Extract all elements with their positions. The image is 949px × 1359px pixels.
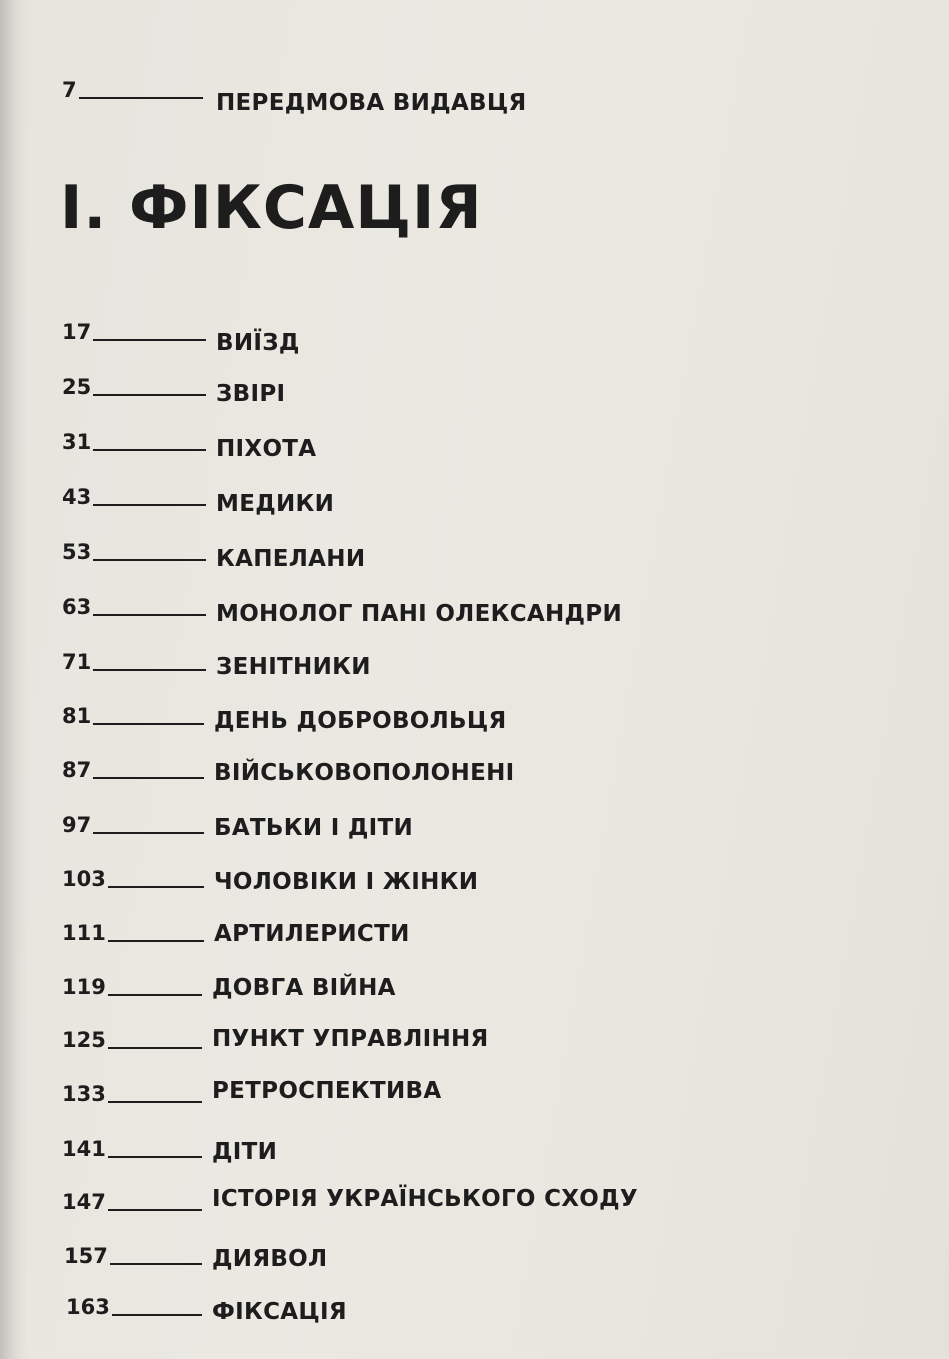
toc-page-number: 103 — [62, 867, 106, 891]
toc-page-number: 133 — [62, 1082, 106, 1106]
toc-page-number: 147 — [62, 1190, 106, 1214]
toc-page-number: 53 — [62, 540, 92, 564]
toc-entry — [62, 760, 204, 781]
toc-page-number: 81 — [62, 704, 92, 728]
toc-page-number: 97 — [62, 813, 92, 837]
toc-leader-line — [93, 669, 206, 671]
toc-entry — [62, 542, 206, 563]
toc-entry — [62, 487, 206, 508]
toc-leader-line — [108, 886, 204, 888]
toc-entry-title: ФІКСАЦІЯ — [212, 1299, 347, 1325]
toc-page-number: 163 — [66, 1295, 110, 1319]
toc-entry-title: БАТЬКИ І ДІТИ — [214, 815, 414, 841]
toc-entry — [62, 377, 206, 398]
toc-entry — [62, 923, 204, 944]
toc-leader-line — [93, 832, 204, 834]
toc-leader-line — [93, 614, 206, 616]
toc-entry — [62, 815, 204, 836]
toc-entry — [62, 1030, 202, 1051]
toc-leader-line — [112, 1314, 202, 1316]
toc-entry — [62, 869, 204, 890]
section-heading: І. ФІКСАЦІЯ — [60, 173, 483, 243]
toc-entry-title: ПІХОТА — [216, 436, 317, 462]
toc-entry-title: МОНОЛОГ ПАНІ ОЛЕКСАНДРИ — [216, 601, 623, 627]
toc-leader-line — [110, 1263, 202, 1265]
toc-leader-line — [93, 559, 206, 561]
toc-entry-preface — [62, 80, 203, 101]
toc-entry — [62, 597, 206, 618]
toc-leader-line — [93, 777, 204, 779]
toc-entry — [62, 977, 202, 998]
toc-entry-title: ПУНКТ УПРАВЛІННЯ — [212, 1026, 489, 1052]
toc-entry — [62, 322, 206, 343]
toc-entry-title: АРТИЛЕРИСТИ — [214, 921, 410, 947]
toc-entry-title: КАПЕЛАНИ — [216, 546, 366, 572]
toc-page-number: 17 — [62, 320, 92, 344]
toc-page-number: 63 — [62, 595, 92, 619]
toc-page-number: 7 — [62, 78, 77, 102]
toc-entry-title: ПЕРЕДМОВА ВИДАВЦЯ — [216, 90, 527, 116]
toc-leader-line — [108, 1156, 202, 1158]
toc-page-number: 25 — [62, 375, 92, 399]
toc-entry-title: ДЕНЬ ДОБРОВОЛЬЦЯ — [214, 708, 507, 734]
toc-entry-title: МЕДИКИ — [216, 491, 335, 517]
toc-leader-line — [93, 394, 206, 396]
toc-page-number: 119 — [62, 975, 106, 999]
toc-leader-line — [108, 1209, 202, 1211]
toc-entry — [62, 1192, 202, 1213]
toc-page-number: 43 — [62, 485, 92, 509]
toc-entry-title: ВІЙСЬКОВОПОЛОНЕНІ — [214, 760, 515, 786]
toc-leader-line — [93, 339, 206, 341]
toc-entry-title: ДИЯВОЛ — [212, 1246, 328, 1272]
toc-leader-line — [108, 994, 202, 996]
toc-leader-line — [108, 1047, 202, 1049]
toc-entry — [62, 706, 204, 727]
toc-entry — [62, 1084, 202, 1105]
toc-entry-title: ЗВІРІ — [216, 381, 286, 407]
toc-entry-title: ЧОЛОВІКИ І ЖІНКИ — [214, 869, 479, 895]
toc-entry — [66, 1297, 202, 1318]
toc-entry — [64, 1246, 202, 1267]
toc-page-number: 141 — [62, 1137, 106, 1161]
toc-page-number: 111 — [62, 921, 106, 945]
toc-entry — [62, 652, 206, 673]
toc-entry-title: ВИЇЗД — [216, 330, 300, 356]
toc-page-number: 71 — [62, 650, 92, 674]
toc-entry — [62, 432, 206, 453]
toc-page-number: 31 — [62, 430, 92, 454]
toc-entry-title: ІСТОРІЯ УКРАЇНСЬКОГО СХОДУ — [212, 1186, 638, 1212]
toc-page-number: 125 — [62, 1028, 106, 1052]
toc-page-number: 157 — [64, 1244, 108, 1268]
toc-leader-line — [108, 1101, 202, 1103]
toc-leader-line — [93, 723, 204, 725]
toc-page-number: 87 — [62, 758, 92, 782]
toc-entry-title: ДОВГА ВІЙНА — [212, 975, 396, 1001]
page-gutter-shadow — [0, 0, 28, 1359]
toc-leader-line — [108, 940, 204, 942]
toc-leader-line — [79, 97, 203, 99]
toc-leader-line — [93, 449, 206, 451]
toc-entry-title: РЕТРОСПЕКТИВА — [212, 1078, 442, 1104]
toc-leader-line — [93, 504, 206, 506]
toc-entry-title: ДІТИ — [212, 1139, 278, 1165]
toc-entry-title: ЗЕНІТНИКИ — [216, 654, 371, 680]
toc-entry — [62, 1139, 202, 1160]
